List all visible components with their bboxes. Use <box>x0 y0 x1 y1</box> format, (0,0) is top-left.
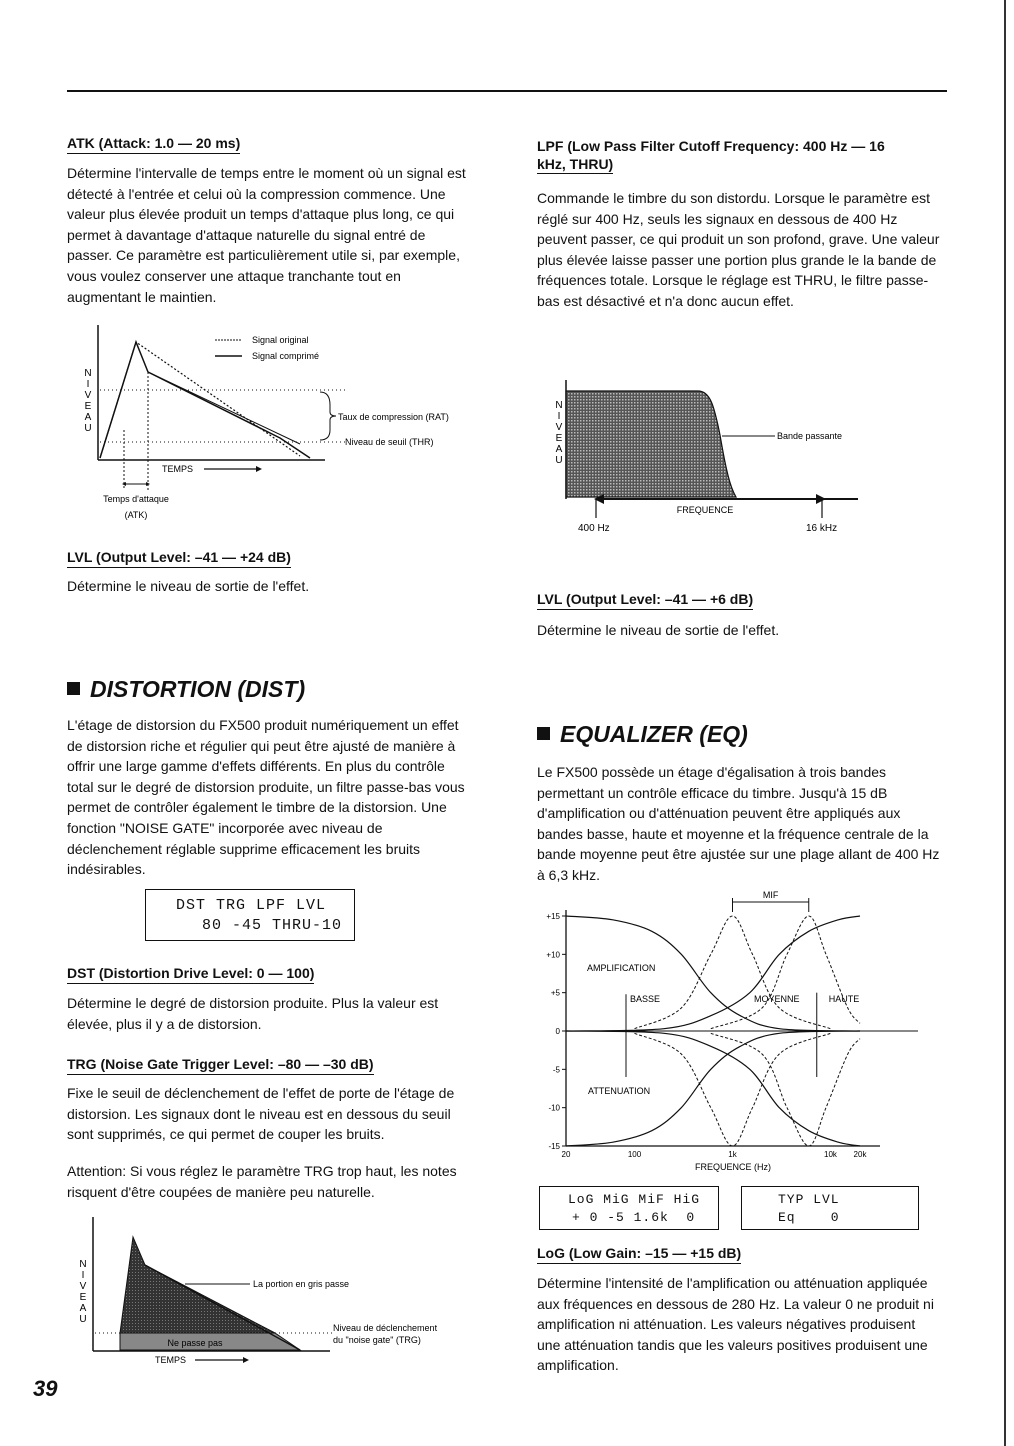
atk-diagram <box>80 320 480 525</box>
lvl-heading-right: LVL (Output Level: –41 — +6 dB) <box>537 590 753 610</box>
log-body: Détermine l'intensité de l'amplification ou atténuation appliquée aux fréquences en dessous de 280 Hz. La valeur 0 ne produit ni amplification ni atténuation. Les valeurs négatives produisent une atténuation tandis que les valeurs positives produisent une amplification. <box>537 1275 934 1374</box>
distortion-title-text: DISTORTION (DIST) <box>90 676 306 702</box>
blocked-label: Ne passe pas <box>167 1338 223 1348</box>
eq-x-tick-label: 20 <box>561 1150 571 1159</box>
passes-label: La portion en gris passe <box>253 1279 350 1289</box>
arrow-right <box>816 494 826 504</box>
lpf-heading-line-2: kHz, THRU) <box>537 156 614 172</box>
page-number: 39 <box>33 1376 58 1401</box>
section-bullet <box>67 682 80 695</box>
equalizer-body: Le FX500 possède un étage d'égalisation à trois bandes permettant un contrôle efficace du timbre. Jusqu'à 15 dB d'amplification ou d'atténuation peuvent être appliqués aux bandes basse, haute et moyenne et la fréquence centrale de la bande moyenne peut être ajustée sur une plage allant de 400 Hz à 6,3 kHz. <box>537 764 940 883</box>
moyenne-label: MOYENNE <box>754 993 800 1004</box>
eq-x-axis-label: FREQUENCE (Hz) <box>695 1162 771 1172</box>
lpf-heading <box>537 137 885 175</box>
dst-heading: DST (Distortion Drive Level: 0 — 100) <box>67 964 314 984</box>
atk-axis-label: N I V E A U <box>84 368 92 434</box>
lcd-line-2: + 0 -5 1.6k 0 <box>572 1210 696 1225</box>
log-heading: LoG (Low Gain: –15 — +15 dB) <box>537 1244 741 1264</box>
time-label: TEMPS <box>155 1355 187 1365</box>
attenuation-label: ATTENUATION <box>588 1085 651 1096</box>
eq-y-tick-label: -10 <box>548 1103 560 1113</box>
ratio-line <box>148 372 300 444</box>
ratio-label: Taux de compression (RAT) <box>338 412 449 422</box>
eq-y-tick-label: -15 <box>548 1142 560 1151</box>
mif-label: MIF <box>762 890 779 900</box>
eq-y-tick-label: +10 <box>546 950 560 960</box>
haute-label: HAUTE <box>828 993 860 1004</box>
equalizer-title-text: EQUALIZER (EQ) <box>560 721 748 747</box>
band-label: Bande passante <box>777 431 843 441</box>
equalizer-title <box>537 720 748 748</box>
passband-fill <box>566 391 736 497</box>
lcd-distortion <box>145 889 355 941</box>
threshold-label: Niveau de seuil (THR) <box>345 437 434 447</box>
time-arrowhead <box>243 1357 249 1363</box>
trigger-label-2: du "noise gate" (TRG) <box>333 1335 421 1345</box>
lpf-axis-label: N I V E A U <box>555 400 563 466</box>
lcd-line-1: LoG MiG MiF HiG <box>568 1192 701 1207</box>
freq-label: FREQUENCE <box>676 505 734 515</box>
attack-label-2: (ATK) <box>124 510 148 520</box>
lcd-eq-2 <box>741 1186 919 1230</box>
lcd-eq-1 <box>539 1186 719 1230</box>
eq-x-tick-label: 100 <box>627 1150 642 1159</box>
trg-heading: TRG (Noise Gate Trigger Level: –80 — –30 dB) <box>67 1055 374 1075</box>
eq-y-tick-label: +5 <box>550 988 560 998</box>
lcd-line-1: TYP LVL <box>778 1192 840 1207</box>
eq-y-tick-label: +15 <box>546 912 560 921</box>
passing-portion <box>120 1237 275 1333</box>
lcd-line-1: DST TRG LPF LVL <box>176 897 327 914</box>
lcd-line-2: 80 -45 THRU-10 <box>202 917 343 934</box>
eq-x-tick-label: 1k <box>728 1150 737 1159</box>
lpf-body: Commande le timbre du son distordu. Lorsque le paramètre est réglé sur 400 Hz, seuls les signaux en dessous de 400 Hz peuvent passer, ce qui produit un son profond, grave. Une valeur plus élevée laisse passer une portion plus grande le la bande de fréquences totale. Lorsque le réglage est THRU, le filtre passe-bas est désactivé et n'a donc aucun effet. <box>537 190 940 309</box>
legend-original: Signal original <box>252 335 309 345</box>
right-edge-mark <box>1004 0 1006 1446</box>
lcd-line-2: Eq 0 <box>778 1210 840 1225</box>
eq-chart <box>530 888 930 1180</box>
gate-axis-label: N I V E A U <box>79 1259 87 1325</box>
ratio-brace <box>320 392 336 440</box>
eq-series-haute-15 <box>566 916 860 1031</box>
eq-y-tick-label: -5 <box>552 1065 560 1075</box>
axis-letter: N <box>84 368 92 379</box>
lvl-body-right: Détermine le niveau de sortie de l'effet. <box>537 622 780 638</box>
time-label: TEMPS <box>162 464 194 474</box>
atk-heading: ATK (Attack: 1.0 — 20 ms) <box>67 134 240 154</box>
top-rule <box>67 90 947 92</box>
amplification-label: AMPLIFICATION <box>587 963 656 974</box>
distortion-title <box>67 675 305 703</box>
max-label: 16 kHz <box>806 523 838 534</box>
min-label: 400 Hz <box>578 523 610 534</box>
legend-compressed: Signal comprimé <box>252 351 320 361</box>
trg-attention: Attention: Si vous réglez le paramètre TRG trop haut, les notes risquent d'être coupées de manière peu naturelle. <box>67 1163 457 1200</box>
gate-diagram <box>75 1215 475 1375</box>
eq-x-tick-label: 10k <box>824 1150 837 1159</box>
trg-body: Fixe le seuil de déclenchement de l'effet de porte de l'étage de distorsion. Les signaux dont le niveau est en dessous du seuil sont supprimés, ce qui permet de couper les bruits. <box>67 1085 455 1143</box>
attack-label-1: Temps d'attaque <box>103 494 169 504</box>
basse-label: BASSE <box>630 993 661 1004</box>
section-bullet <box>537 727 550 740</box>
lpf-heading-line-1: LPF (Low Pass Filter Cutoff Frequency: 400 Hz — 16 <box>537 138 885 154</box>
lvl-heading-left: LVL (Output Level: –41 — +24 dB) <box>67 548 291 568</box>
distortion-body: L'étage de distorsion du FX500 produit numériquement un effet de distorsion riche et régulier qui peut être ajusté de manière à offrir une large gamme d'effets différents. En plus du contrôle total sur le degré de distorsion produite, un filtre passe-bas vous permet de contrôler également le timbre de la distorsion. Une fonction "NOISE GATE" incorporée avec niveau de déclenchement réglable supprime efficacement les bruits indésirables. <box>67 717 465 878</box>
eq-series-basse-15 <box>566 916 860 1031</box>
lpf-diagram <box>550 375 870 540</box>
eq-x-tick-label: 20k <box>853 1150 867 1159</box>
trigger-label-1: Niveau de déclenchement <box>333 1323 438 1333</box>
lvl-body-left: Détermine le niveau de sortie de l'effet. <box>67 578 310 594</box>
dst-body: Détermine le degré de distorsion produite. Plus la valeur est élevée, plus il y a de distorsion. <box>67 995 439 1032</box>
atk-body: Détermine l'intervalle de temps entre le moment où un signal est détecté à l'entrée et celui où la compression commence. Une valeur plus élevée produit un temps d'attaque plus long, ce qui permet à davantage d'attaque naturelle du signal entré de passer. Ce paramètre est particulièrement utile si, par exemple, vous voulez conserver une attaque tranchante tout en augmentant le maintien. <box>67 165 466 305</box>
time-arrowhead <box>256 466 262 472</box>
eq-y-tick-label: 0 <box>555 1027 560 1036</box>
